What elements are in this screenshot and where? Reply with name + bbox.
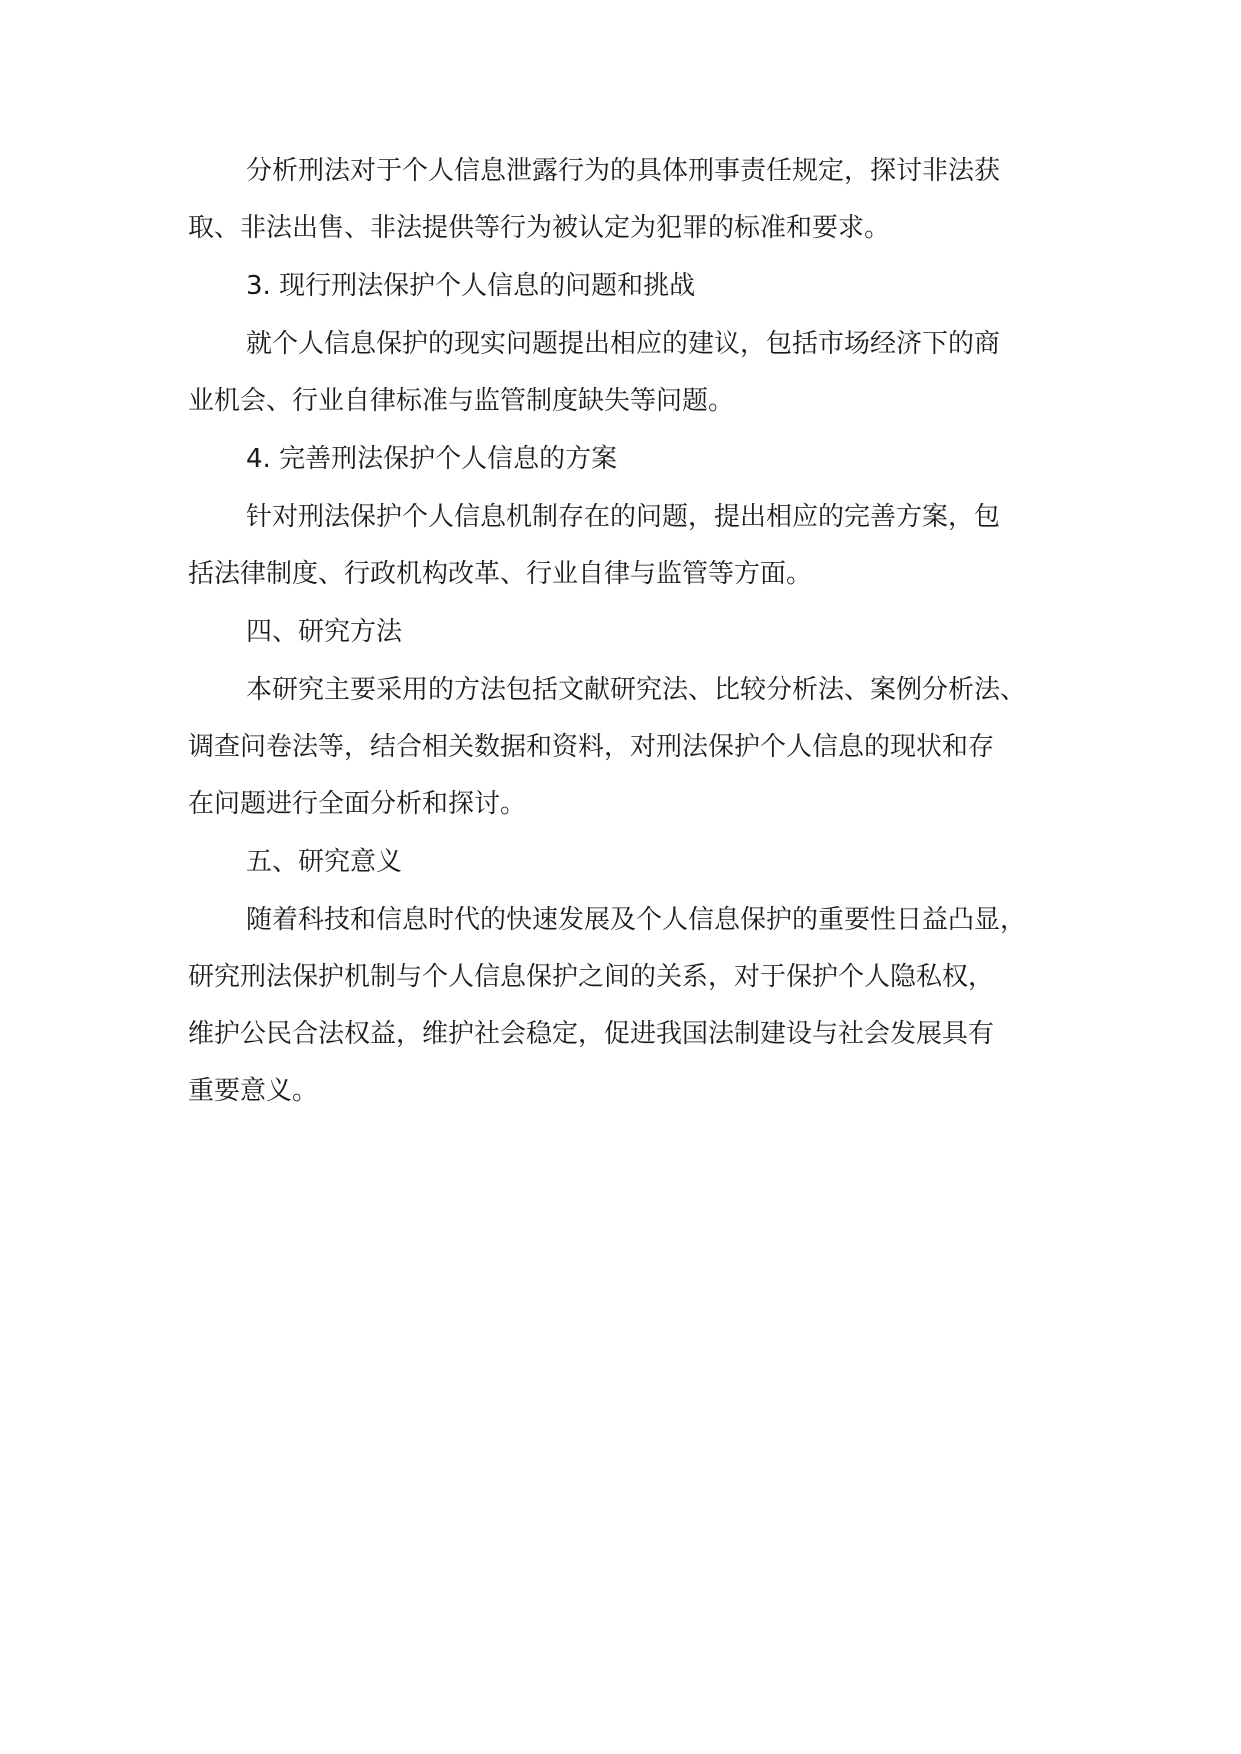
text-line: 调查问卷法等，结合相关数据和资料，对刑法保护个人信息的现状和存 [188,732,995,762]
text-line: 括法律制度、行政机构改革、行业自律与监管等方面。 [188,559,813,589]
text-line: 研究刑法保护机制与个人信息保护之间的关系，对于保护个人隐私权， [188,962,995,992]
text-line: 重要意义。 [188,1076,319,1106]
paragraph-significance [188,905,1088,1106]
heading-line: 五、研究意义 [246,847,403,877]
heading-improvement-plan [188,444,1088,474]
text-line: 随着科技和信息时代的快速发展及个人信息保护的重要性日益凸显， [246,905,1027,935]
heading-line: 3. 现行刑法保护个人信息的问题和挑战 [246,271,696,301]
paragraph-criminal-liability [188,156,1088,243]
text-line: 在问题进行全面分析和探讨。 [188,789,527,819]
text-line: 业机会、行业自律标准与监管制度缺失等问题。 [188,386,735,416]
text-line: 取、非法出售、非法提供等行为被认定为犯罪的标准和要求。 [188,213,891,243]
paragraph-suggestions [188,329,1088,416]
text-line: 针对刑法保护个人信息机制存在的问题，提出相应的完善方案，包 [246,502,1001,532]
paragraph-methods [188,675,1088,819]
heading-research-methods [188,617,1088,647]
text-line: 分析刑法对于个人信息泄露行为的具体刑事责任规定，探讨非法获 [246,156,1001,186]
text-line: 本研究主要采用的方法包括文献研究法、比较分析法、案例分析法、 [246,675,1027,705]
heading-research-significance [188,847,1088,877]
heading-line: 四、研究方法 [246,617,403,647]
text-line: 维护公民合法权益，维护社会稳定，促进我国法制建设与社会发展具有 [188,1019,995,1049]
heading-line: 4. 完善刑法保护个人信息的方案 [246,444,618,474]
heading-problems-challenges [188,271,1088,301]
text-line: 就个人信息保护的现实问题提出相应的建议，包括市场经济下的商 [246,329,1001,359]
document-body [188,156,1088,1134]
paragraph-improvement [188,502,1088,589]
